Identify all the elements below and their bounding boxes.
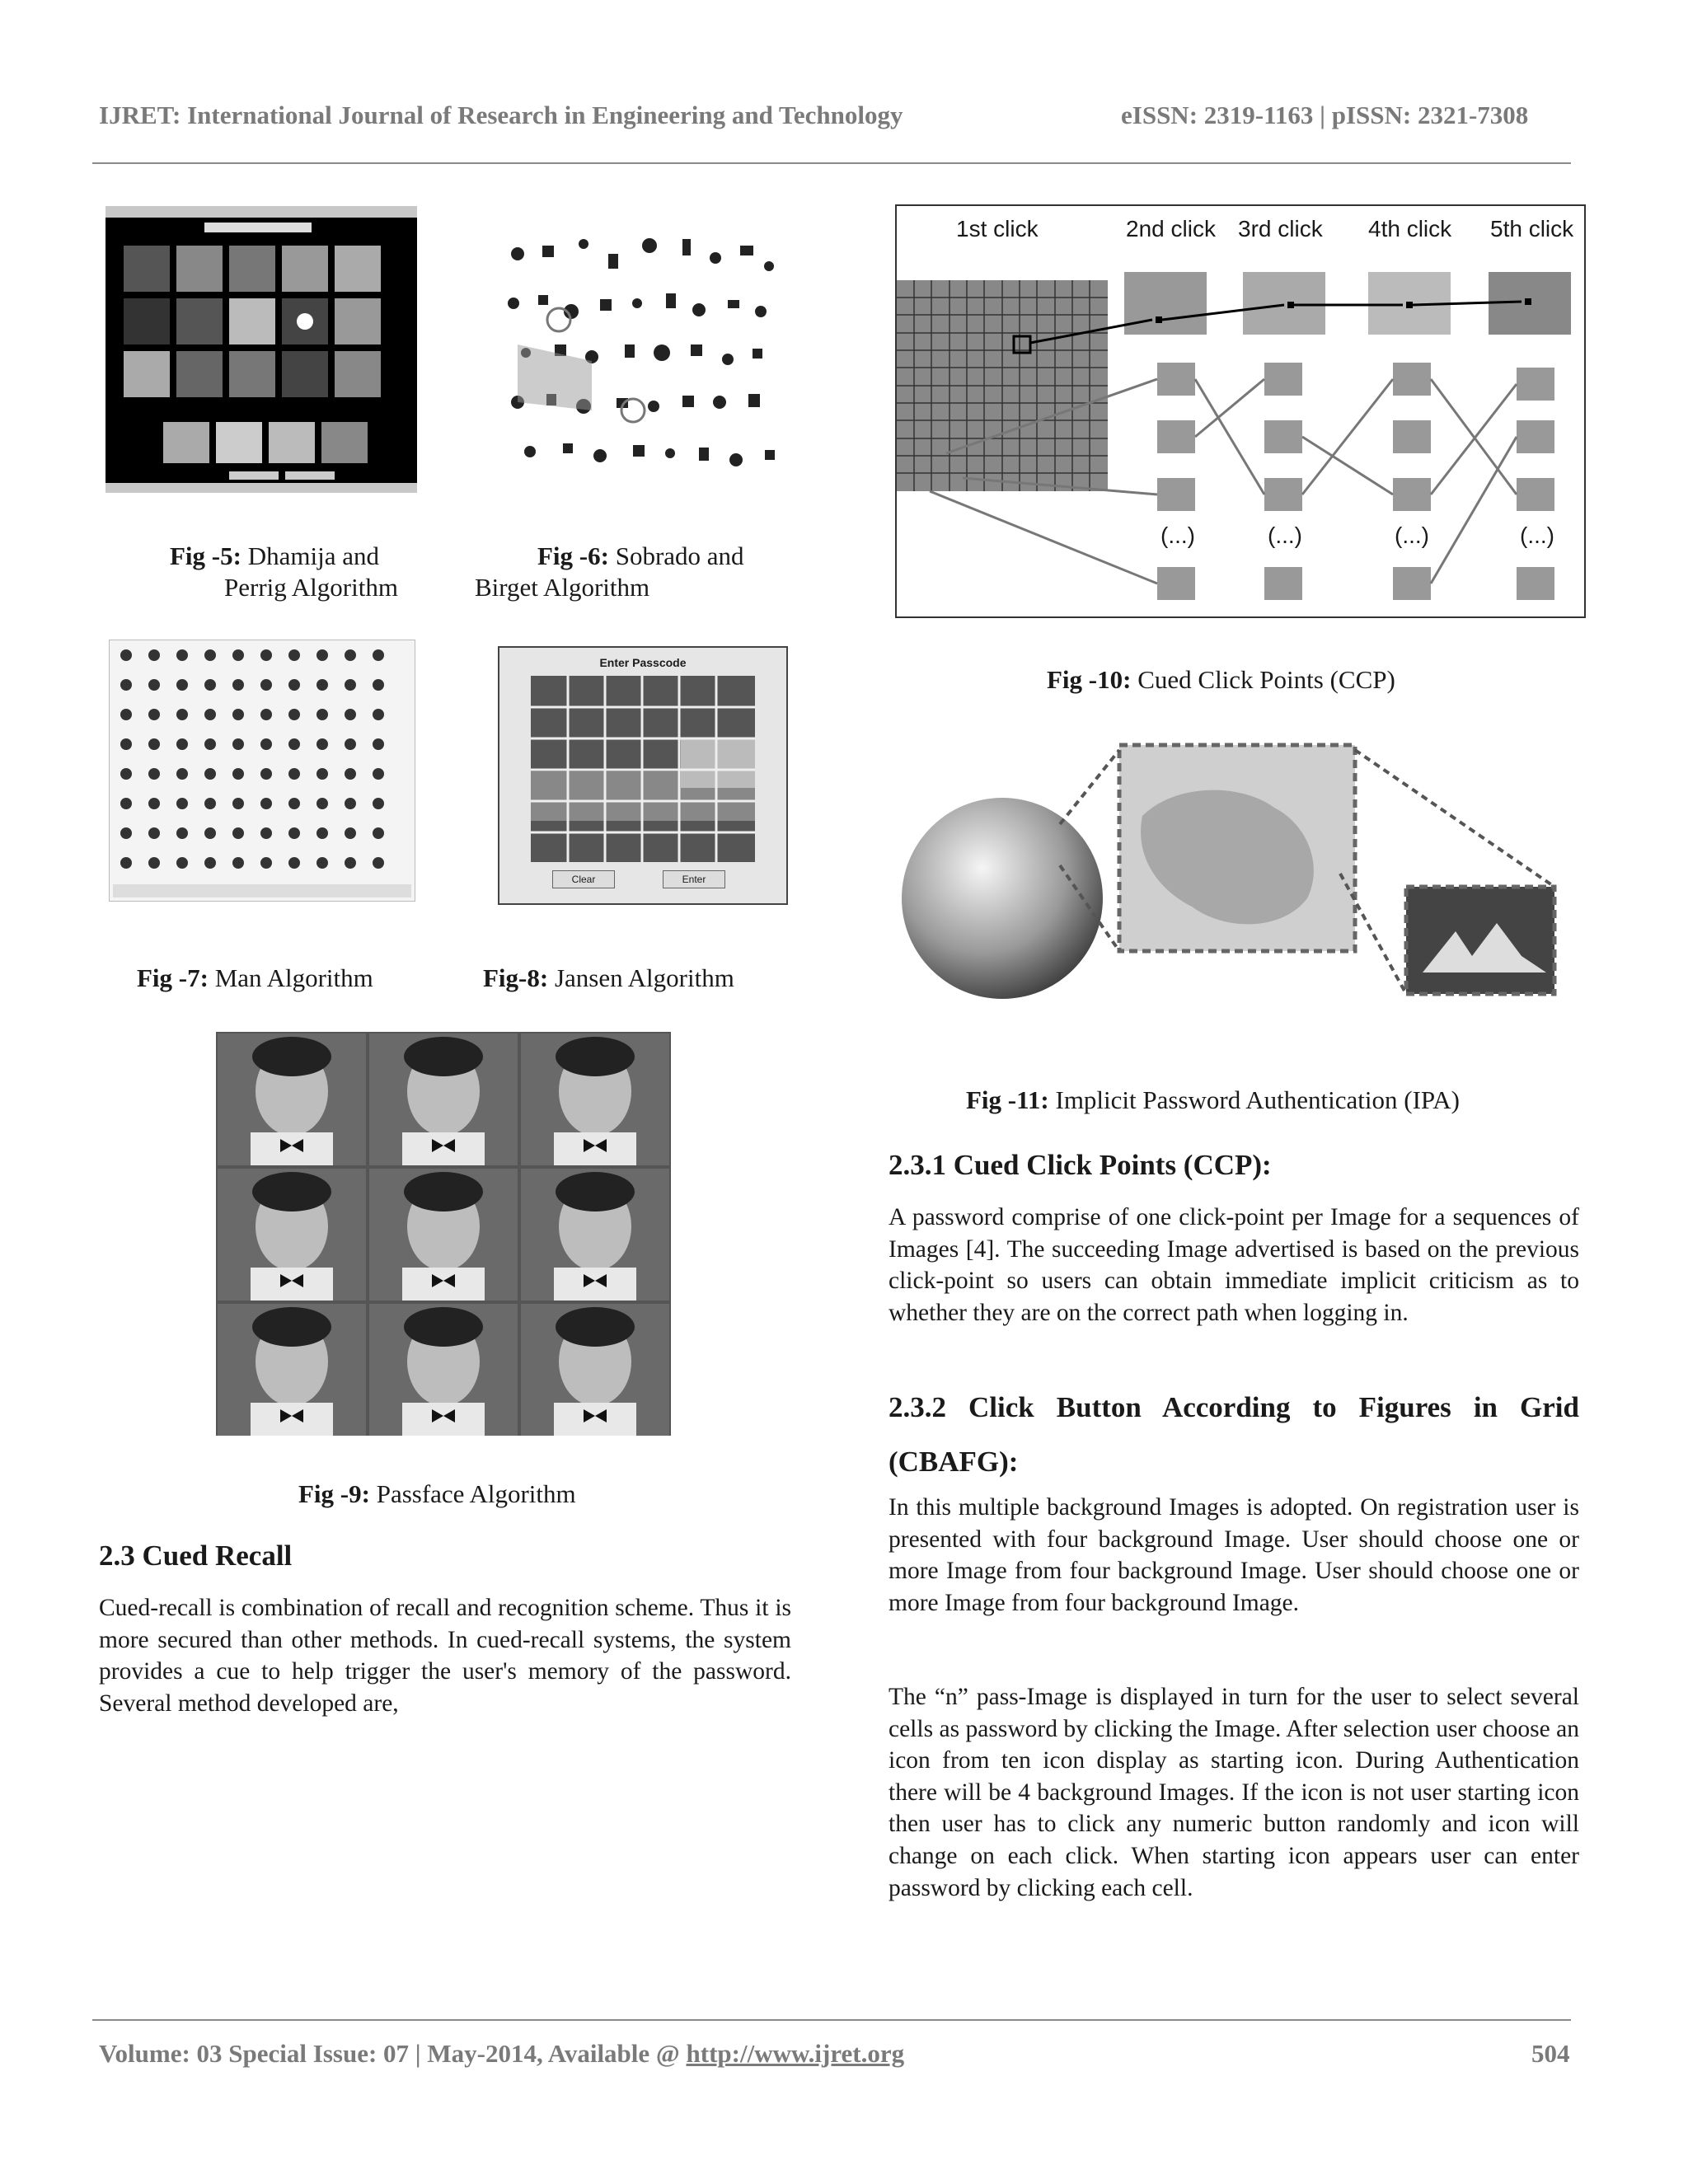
fig10-ellipsis-4: (...) — [1520, 523, 1554, 548]
fig11-text: Implicit Password Authentication (IPA) — [1048, 1085, 1461, 1114]
section-2-3-title: 2.3 Cued Recall — [99, 1540, 293, 1572]
fig6-label: Fig -6: — [537, 541, 609, 570]
fig8-clear-button: Clear — [552, 870, 615, 888]
fig10-click-5: 5th click — [1490, 216, 1574, 241]
fig5-caption — [170, 541, 379, 572]
fig8-image — [498, 646, 788, 905]
section-2-3-2-title-line2: (CBAFG): — [889, 1446, 1019, 1478]
section-2-3-2-title: 2.3.2 Click Button According to Figures in Grid — [889, 1391, 1579, 1423]
fig11-image — [895, 733, 1582, 1030]
fig10-label: Fig -10: — [1047, 665, 1132, 694]
fig8-enter-button: Enter — [663, 870, 725, 888]
fig10-text: Cued Click Points (CCP) — [1131, 665, 1395, 694]
fig7-text: Man Algorithm — [208, 963, 373, 992]
fig7-caption — [137, 963, 373, 994]
header-rule — [92, 162, 1571, 164]
fig9-text: Passface Algorithm — [369, 1479, 576, 1508]
fig9-image — [216, 1032, 671, 1436]
fig9-label: Fig -9: — [298, 1479, 370, 1508]
section-2-3-body: Cued-recall is combination of recall and recognition scheme. Thus it is more secured than other methods. In cued-recall systems, the system provides a cue to help trigger the user's memory of the password. Several method developed are, — [99, 1595, 791, 1717]
footer-volume-text: Volume: 03 Special Issue: 07 | May-2014, Available @ — [99, 2039, 687, 2068]
footer-rule — [92, 2019, 1571, 2021]
fig10-caption — [1047, 664, 1395, 696]
fig5-caption-line2: Perrig Algorithm — [224, 573, 398, 602]
fig8-title: Enter Passcode — [599, 656, 687, 669]
issn: eISSN: 2319-1163 | pISSN: 2321-7308 — [1121, 101, 1529, 129]
journal-title: IJRET: International Journal of Research in Engineering and Technology — [99, 101, 903, 129]
fig10-ellipsis-2: (...) — [1268, 523, 1302, 548]
fig8-text: Jansen Algorithm — [548, 963, 734, 992]
fig10-ellipsis-3: (...) — [1395, 523, 1429, 548]
fig7-label: Fig -7: — [137, 963, 209, 992]
section-2-3-1-title: 2.3.1 Cued Click Points (CCP): — [889, 1149, 1272, 1181]
fig6-caption-line2: Birget Algorithm — [475, 573, 650, 602]
footer-url-link[interactable]: http://www.ijret.org — [686, 2039, 905, 2068]
fig5-label: Fig -5: — [170, 541, 241, 570]
fig5-image — [106, 206, 417, 493]
fig10-image — [895, 204, 1586, 618]
footer-volume — [99, 2039, 904, 2069]
fig11-label: Fig -11: — [966, 1085, 1049, 1114]
fig6-line1: Sobrado and — [608, 541, 744, 570]
fig8-caption — [483, 963, 734, 994]
fig10-click-2: 2nd click — [1126, 216, 1216, 241]
section-2-3-2-para2: The “n” pass-Image is displayed in turn for the user to select several cells as password by clicking the Image. After selection user choose an icon from ten icon display as starting icon. During Authentication there will be 4 background Images. If the icon is not user starting icon then user has to click any numeric button randomly and icon will change on each click. When starting icon appears user can enter password by clicking each cell. — [889, 1684, 1579, 1901]
fig8-label: Fig-8: — [483, 963, 549, 992]
section-2-3-1-body: A password comprise of one click-point per Image for a sequences of Images [4]. The succeeding Image advertised is based on the previous click-point so users can obtain immediate implicit criticism as to whether they are on the correct path when logging in. — [889, 1204, 1579, 1326]
section-2-3-2-para1: In this multiple background Images is adopted. On registration user is presented with four background Image. User should choose one or more Image from four background Image. User should choose one or more Image from four background Image. — [889, 1494, 1579, 1616]
page-number: 504 — [1531, 2039, 1570, 2068]
fig6-image — [493, 221, 790, 485]
fig5-line1: Dhamija and — [241, 541, 379, 570]
fig6-caption — [537, 541, 744, 572]
fig11-caption — [966, 1085, 1460, 1116]
fig10-click-1: 1st click — [956, 216, 1039, 241]
fig10-ellipsis-1: (...) — [1160, 523, 1195, 548]
fig7-image — [109, 640, 415, 902]
fig9-caption — [298, 1479, 576, 1510]
fig10-click-3: 3rd click — [1238, 216, 1323, 241]
fig10-click-4: 4th click — [1368, 216, 1452, 241]
